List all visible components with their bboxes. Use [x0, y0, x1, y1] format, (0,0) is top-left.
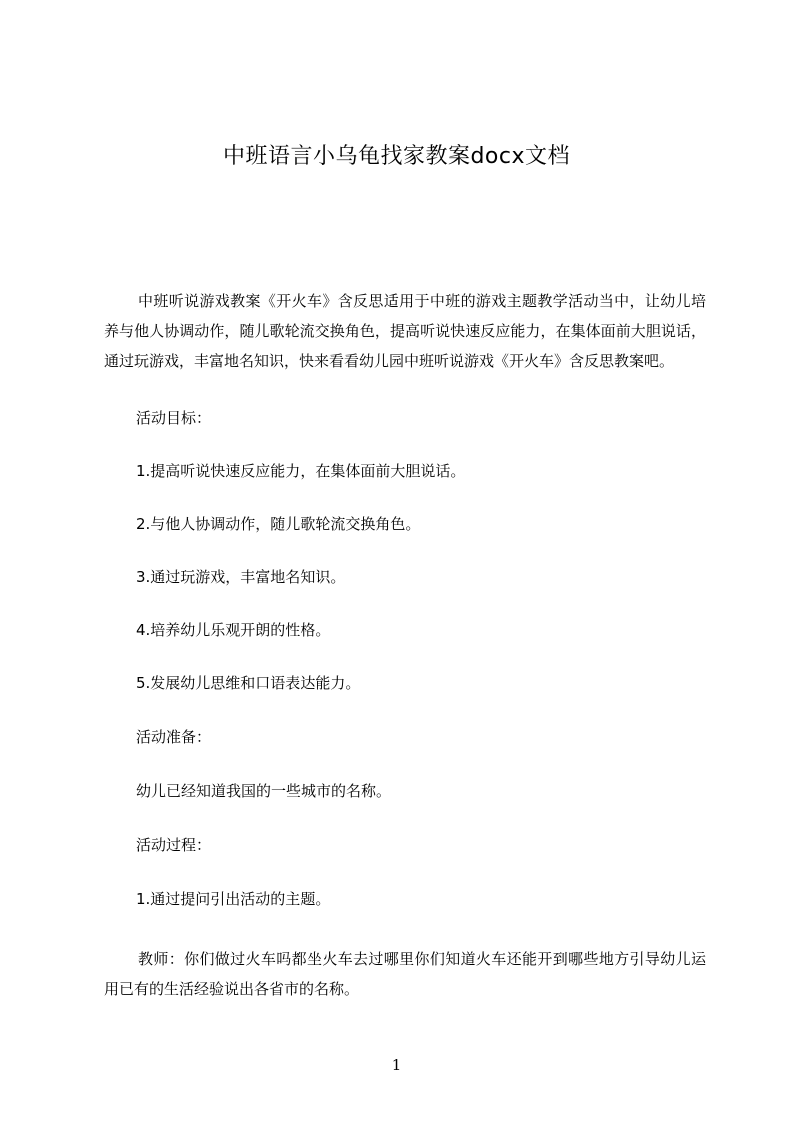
- process-step-1: 1.通过提问引出活动的主题。: [136, 890, 331, 908]
- goal-item-5: 5.发展幼儿思维和口语表达能力。: [136, 674, 361, 692]
- goal-item-3: 3.通过玩游戏，丰富地名知识。: [136, 568, 346, 586]
- intro-paragraph: 中班听说游戏教案《开火车》含反思适用于中班的游戏主题教学活动当中，让幼儿培养与他人协调动作，随儿歌轮流交换角色，提高听说快速反应能力，在集体面前大胆说话，通过玩游戏，丰富地名知识，快来看看幼儿园中班听说游戏《开火车》含反思教案吧。: [104, 292, 706, 370]
- goal-item-1: 1.提高听说快速反应能力，在集体面前大胆说话。: [136, 462, 466, 480]
- goal-item-4: 4.培养幼儿乐观开朗的性格。: [136, 621, 331, 639]
- document-title: 中班语言小乌龟找家教案docx文档: [222, 144, 571, 169]
- page-number: 1: [391, 1056, 402, 1074]
- process-heading: 活动过程：: [136, 836, 212, 854]
- goals-heading: 活动目标：: [136, 409, 212, 427]
- teacher-paragraph: 教师：你们做过火车吗都坐火车去过哪里你们知道火车还能开到哪些地方引导幼儿运用已有的生活经验说出各省市的名称。: [104, 950, 706, 998]
- goal-item-2: 2.与他人协调动作，随儿歌轮流交换角色。: [136, 515, 421, 533]
- prep-text: 幼儿已经知道我国的一些城市的名称。: [136, 782, 392, 800]
- prep-heading: 活动准备：: [136, 728, 212, 746]
- document-body: [104, 286, 706, 1004]
